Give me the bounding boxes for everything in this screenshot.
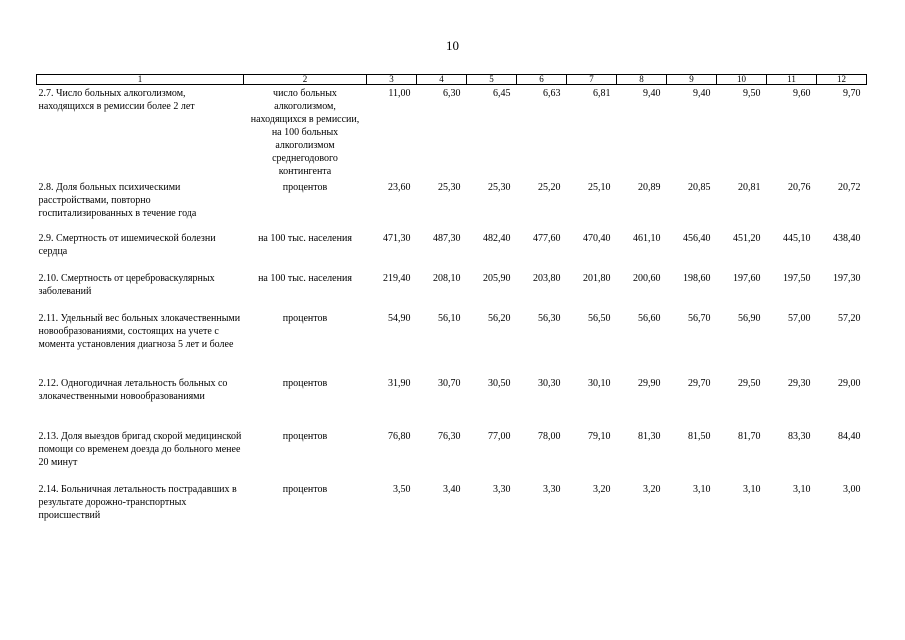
indicators-table xyxy=(36,74,867,523)
indicator-name: 2.14. Больничная летальность пострадавших в результате дорожно-транспортных происшествий xyxy=(38,484,237,521)
indicator-unit: на 100 тыс. населения xyxy=(258,233,352,244)
value-cell: 77,00 xyxy=(488,431,511,442)
indicator-unit: процентов xyxy=(282,484,328,495)
indicator-name: 2.7. Число больных алкоголизмом, находящихся в ремиссии более 2 лет xyxy=(38,88,195,112)
value-cell: 20,72 xyxy=(838,182,861,193)
column-header: 9 xyxy=(667,75,717,85)
value-cell: 81,50 xyxy=(688,431,711,442)
value-cell: 56,70 xyxy=(688,313,711,324)
value-cell: 3,20 xyxy=(643,484,661,495)
column-header: 2 xyxy=(244,75,367,85)
value-cell: 445,10 xyxy=(783,233,811,244)
value-cell: 482,40 xyxy=(483,233,511,244)
indicator-unit: процентов xyxy=(282,313,328,324)
value-cell: 57,20 xyxy=(838,313,861,324)
value-cell: 456,40 xyxy=(683,233,711,244)
value-cell: 3,00 xyxy=(843,484,861,495)
column-header: 11 xyxy=(767,75,817,85)
value-cell: 78,00 xyxy=(538,431,561,442)
value-cell: 487,30 xyxy=(433,233,461,244)
table-row xyxy=(37,232,867,272)
value-cell: 83,30 xyxy=(788,431,811,442)
value-cell: 471,30 xyxy=(383,233,411,244)
column-header: 4 xyxy=(417,75,467,85)
table-row xyxy=(37,312,867,377)
value-cell: 20,89 xyxy=(638,182,661,193)
value-cell: 31,90 xyxy=(388,378,411,389)
page-number: 10 xyxy=(446,38,459,53)
value-cell: 56,60 xyxy=(638,313,661,324)
value-cell: 6,81 xyxy=(593,88,611,99)
value-cell: 3,10 xyxy=(743,484,761,495)
indicator-name: 2.13. Доля выездов бригад скорой медицинской помощи со временем доезда до больного менее 20 минут xyxy=(38,431,242,468)
indicator-name: 2.11. Удельный вес больных злокачественными новообразованиями, состоящих на учете с момента установления диагноза 5 лет и более xyxy=(38,313,241,350)
value-cell: 54,90 xyxy=(388,313,411,324)
value-cell: 208,10 xyxy=(433,273,461,284)
value-cell: 29,50 xyxy=(738,378,761,389)
column-header: 3 xyxy=(367,75,417,85)
column-header: 6 xyxy=(517,75,567,85)
column-header: 5 xyxy=(467,75,517,85)
indicator-unit: процентов xyxy=(282,431,328,442)
column-header: 8 xyxy=(617,75,667,85)
column-header: 12 xyxy=(817,75,867,85)
value-cell: 9,40 xyxy=(643,88,661,99)
indicator-name: 2.12. Одногодичная летальность больных со злокачественными новообразованиями xyxy=(38,378,228,402)
value-cell: 6,45 xyxy=(493,88,511,99)
indicator-name: 2.10. Смертность от цереброваскулярных заболеваний xyxy=(38,273,215,297)
value-cell: 29,00 xyxy=(838,378,861,389)
table-row xyxy=(37,377,867,430)
value-cell: 3,40 xyxy=(443,484,461,495)
value-cell: 79,10 xyxy=(588,431,611,442)
value-cell: 29,90 xyxy=(638,378,661,389)
value-cell: 56,50 xyxy=(588,313,611,324)
value-cell: 219,40 xyxy=(383,273,411,284)
value-cell: 56,20 xyxy=(488,313,511,324)
column-header: 10 xyxy=(717,75,767,85)
table-row xyxy=(37,272,867,312)
value-cell: 56,10 xyxy=(438,313,461,324)
value-cell: 197,30 xyxy=(833,273,861,284)
value-cell: 29,30 xyxy=(788,378,811,389)
value-cell: 20,85 xyxy=(688,182,711,193)
value-cell: 197,60 xyxy=(733,273,761,284)
value-cell: 201,80 xyxy=(583,273,611,284)
indicator-unit: число больных алкоголизмом, находящихся в ремиссии, на 100 больных алкоголизмом среднегодового контингента xyxy=(250,88,360,177)
table-row xyxy=(37,181,867,232)
table-row xyxy=(37,483,867,523)
value-cell: 25,30 xyxy=(488,182,511,193)
indicator-unit: на 100 тыс. населения xyxy=(258,273,352,284)
value-cell: 3,20 xyxy=(593,484,611,495)
value-cell: 451,20 xyxy=(733,233,761,244)
column-header: 1 xyxy=(37,75,244,85)
value-cell: 198,60 xyxy=(683,273,711,284)
column-header: 7 xyxy=(567,75,617,85)
value-cell: 30,50 xyxy=(488,378,511,389)
value-cell: 56,30 xyxy=(538,313,561,324)
value-cell: 56,90 xyxy=(738,313,761,324)
value-cell: 20,81 xyxy=(738,182,761,193)
value-cell: 76,30 xyxy=(438,431,461,442)
indicator-unit: процентов xyxy=(282,378,328,389)
value-cell: 76,80 xyxy=(388,431,411,442)
value-cell: 9,50 xyxy=(743,88,761,99)
value-cell: 477,60 xyxy=(533,233,561,244)
indicator-unit: процентов xyxy=(282,182,328,193)
value-cell: 6,30 xyxy=(443,88,461,99)
value-cell: 20,76 xyxy=(788,182,811,193)
value-cell: 81,70 xyxy=(738,431,761,442)
table-row xyxy=(37,430,867,483)
indicator-name: 2.9. Смертность от ишемической болезни сердца xyxy=(38,233,216,257)
value-cell: 3,10 xyxy=(793,484,811,495)
value-cell: 9,60 xyxy=(793,88,811,99)
value-cell: 81,30 xyxy=(638,431,661,442)
value-cell: 461,10 xyxy=(633,233,661,244)
value-cell: 11,00 xyxy=(388,88,411,99)
value-cell: 3,50 xyxy=(393,484,411,495)
value-cell: 438,40 xyxy=(833,233,861,244)
indicator-name: 2.8. Доля больных психическими расстройствами, повторно госпитализированных в течение года xyxy=(38,182,197,219)
value-cell: 25,10 xyxy=(588,182,611,193)
value-cell: 57,00 xyxy=(788,313,811,324)
table-row xyxy=(37,85,867,182)
value-cell: 200,60 xyxy=(633,273,661,284)
value-cell: 205,90 xyxy=(483,273,511,284)
value-cell: 3,30 xyxy=(543,484,561,495)
value-cell: 9,40 xyxy=(693,88,711,99)
value-cell: 84,40 xyxy=(838,431,861,442)
column-number-header xyxy=(37,75,867,85)
value-cell: 197,50 xyxy=(783,273,811,284)
value-cell: 3,30 xyxy=(493,484,511,495)
value-cell: 30,70 xyxy=(438,378,461,389)
value-cell: 29,70 xyxy=(688,378,711,389)
value-cell: 6,63 xyxy=(543,88,561,99)
value-cell: 203,80 xyxy=(533,273,561,284)
value-cell: 30,10 xyxy=(588,378,611,389)
value-cell: 470,40 xyxy=(583,233,611,244)
value-cell: 30,30 xyxy=(538,378,561,389)
value-cell: 9,70 xyxy=(843,88,861,99)
value-cell: 25,20 xyxy=(538,182,561,193)
value-cell: 3,10 xyxy=(693,484,711,495)
value-cell: 23,60 xyxy=(388,182,411,193)
value-cell: 25,30 xyxy=(438,182,461,193)
